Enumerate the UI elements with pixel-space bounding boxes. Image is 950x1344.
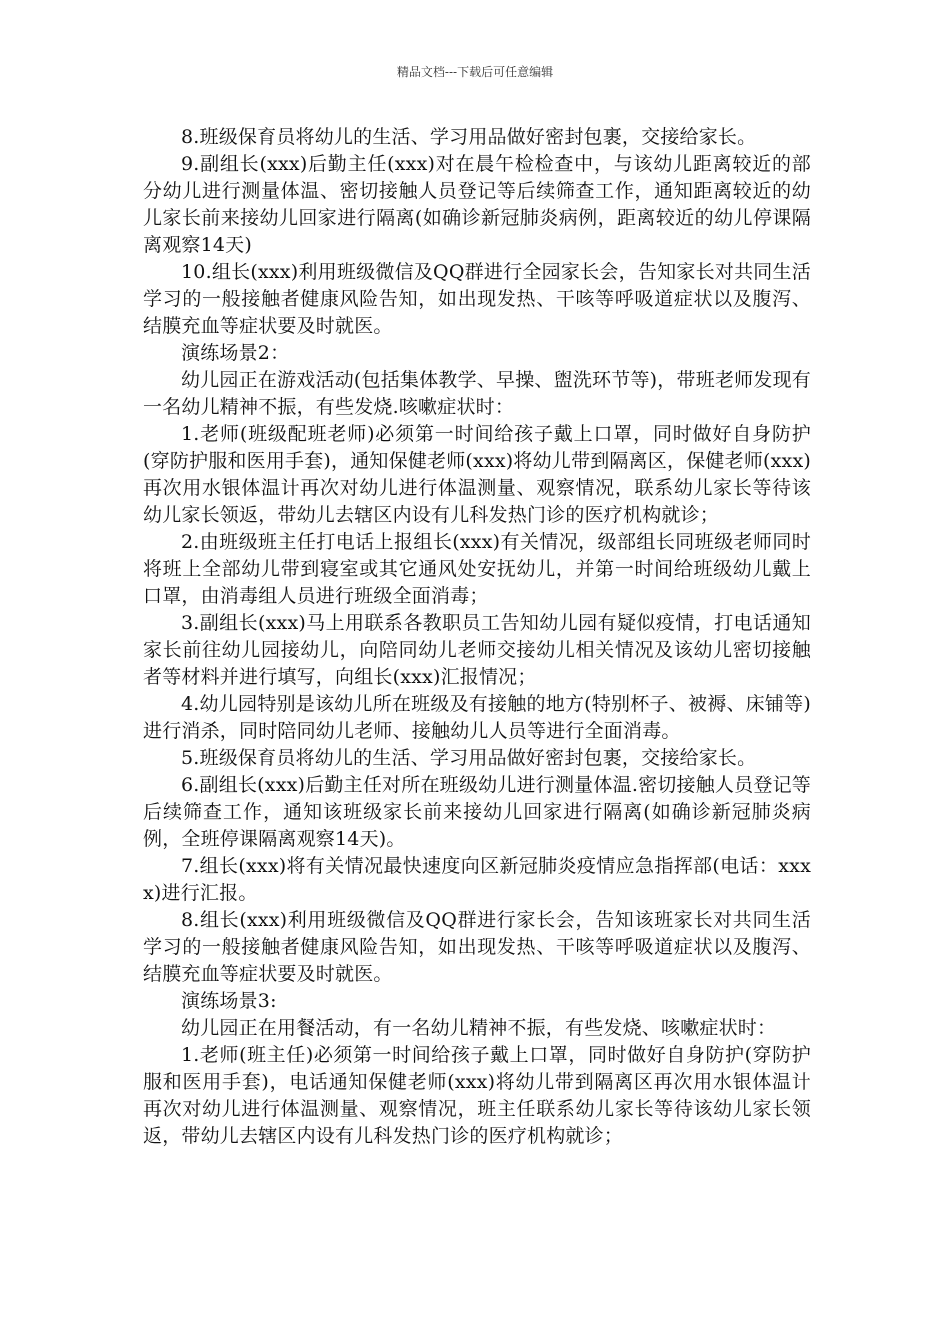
paragraph-s2-step-5: 5.班级保育员将幼儿的生活、学习用品做好密封包裹，交接给家长。 bbox=[181, 747, 757, 769]
paragraph-s3-step-1: 1.老师(班主任)必须第一时间给孩子戴上口罩，同时做好自身防护(穿防护服和医用手套)，电话通知保健老师(xxx)将幼儿带到隔离区再次用水银体温计再次对幼儿进行体温测量、观察情况，班主任联系幼儿家长等待该幼儿家长领返，带幼儿去辖区内设有儿科发热门诊的医疗机构就诊； bbox=[143, 1044, 811, 1147]
section-heading-scenario-2: 演练场景2： bbox=[181, 342, 290, 364]
paragraph-s2-step-2: 2.由班级班主任打电话上报组长(xxx)有关情况，级部组长同班级老师同时将班上全部幼儿带到寝室或其它通风处安抚幼儿，并第一时间给班级幼儿戴上口罩，由消毒组人员进行班级全面消毒； bbox=[143, 531, 811, 607]
document-body bbox=[143, 124, 811, 1150]
paragraph-s2-step-6: 6.副组长(xxx)后勤主任对所在班级幼儿进行测量体温.密切接触人员登记等后续筛查工作，通知该班级家长前来接幼儿回家进行隔离(如确诊新冠肺炎病例，全班停课隔离观察14天)。 bbox=[143, 774, 811, 850]
paragraph-item-9-screening: 9.副组长(xxx)后勤主任(xxx)对在晨午检检查中，与该幼儿距离较近的部分幼儿进行测量体温、密切接触人员登记等后续筛查工作，通知距离较近的幼儿家长前来接幼儿回家进行隔离(如确诊新冠肺炎病例，距离较近的幼儿停课隔离观察14天) bbox=[143, 153, 811, 256]
paragraph-s2-step-7: 7.组长(xxx)将有关情况最快速度向区新冠肺炎疫情应急指挥部(电话：xxxx)进行汇报。 bbox=[143, 855, 811, 904]
section-heading-scenario-3: 演练场景3: bbox=[181, 990, 277, 1012]
paragraph-scenario-3-intro: 幼儿园正在用餐活动，有一名幼儿精神不振，有些发烧、咳嗽症状时： bbox=[181, 1017, 777, 1039]
paragraph-s2-step-8: 8.组长(xxx)利用班级微信及QQ群进行家长会，告知该班家长对共同生活学习的一般接触者健康风险告知，如出现发热、干咳等呼吸道症状以及腹泻、结膜充血等症状要及时就医。 bbox=[143, 909, 811, 985]
paragraph-item-10-parent-meeting: 10.组长(xxx)利用班级微信及QQ群进行全园家长会，告知家长对共同生活学习的一般接触者健康风险告知，如出现发热、干咳等呼吸道症状以及腹泻、结膜充血等症状要及时就医。 bbox=[143, 261, 811, 337]
paragraph-s2-step-1: 1.老师(班级配班老师)必须第一时间给孩子戴上口罩，同时做好自身防护(穿防护服和医用手套)，通知保健老师(xxx)将幼儿带到隔离区，保健老师(xxx)再次用水银体温计再次对幼儿进行体温测量、观察情况，联系幼儿家长等待该幼儿家长领返，带幼儿去辖区内设有儿科发热门诊的医疗机构就诊； bbox=[143, 423, 811, 526]
paragraph-item-8-packing: 8.班级保育员将幼儿的生活、学习用品做好密封包裹，交接给家长。 bbox=[181, 126, 757, 148]
paragraph-s2-step-4: 4.幼儿园特别是该幼儿所在班级及有接触的地方(特别杯子、被褥、床铺等)进行消杀，同时陪同幼儿老师、接触幼儿人员等进行全面消毒。 bbox=[143, 693, 811, 742]
paragraph-scenario-2-intro: 幼儿园正在游戏活动(包括集体教学、早操、盥洗环节等)，带班老师发现有一名幼儿精神不振，有些发烧.咳嗽症状时： bbox=[143, 369, 811, 418]
paragraph-s2-step-3: 3.副组长(xxx)马上用联系各教职员工告知幼儿园有疑似疫情，打电话通知家长前往幼儿园接幼儿，向陪同幼儿老师交接幼儿相关情况及该幼儿密切接触者等材料并进行填写，向组长(xxx)汇报情况； bbox=[143, 612, 811, 688]
page-header: 精品文档---下载后可任意编辑 bbox=[396, 65, 554, 79]
